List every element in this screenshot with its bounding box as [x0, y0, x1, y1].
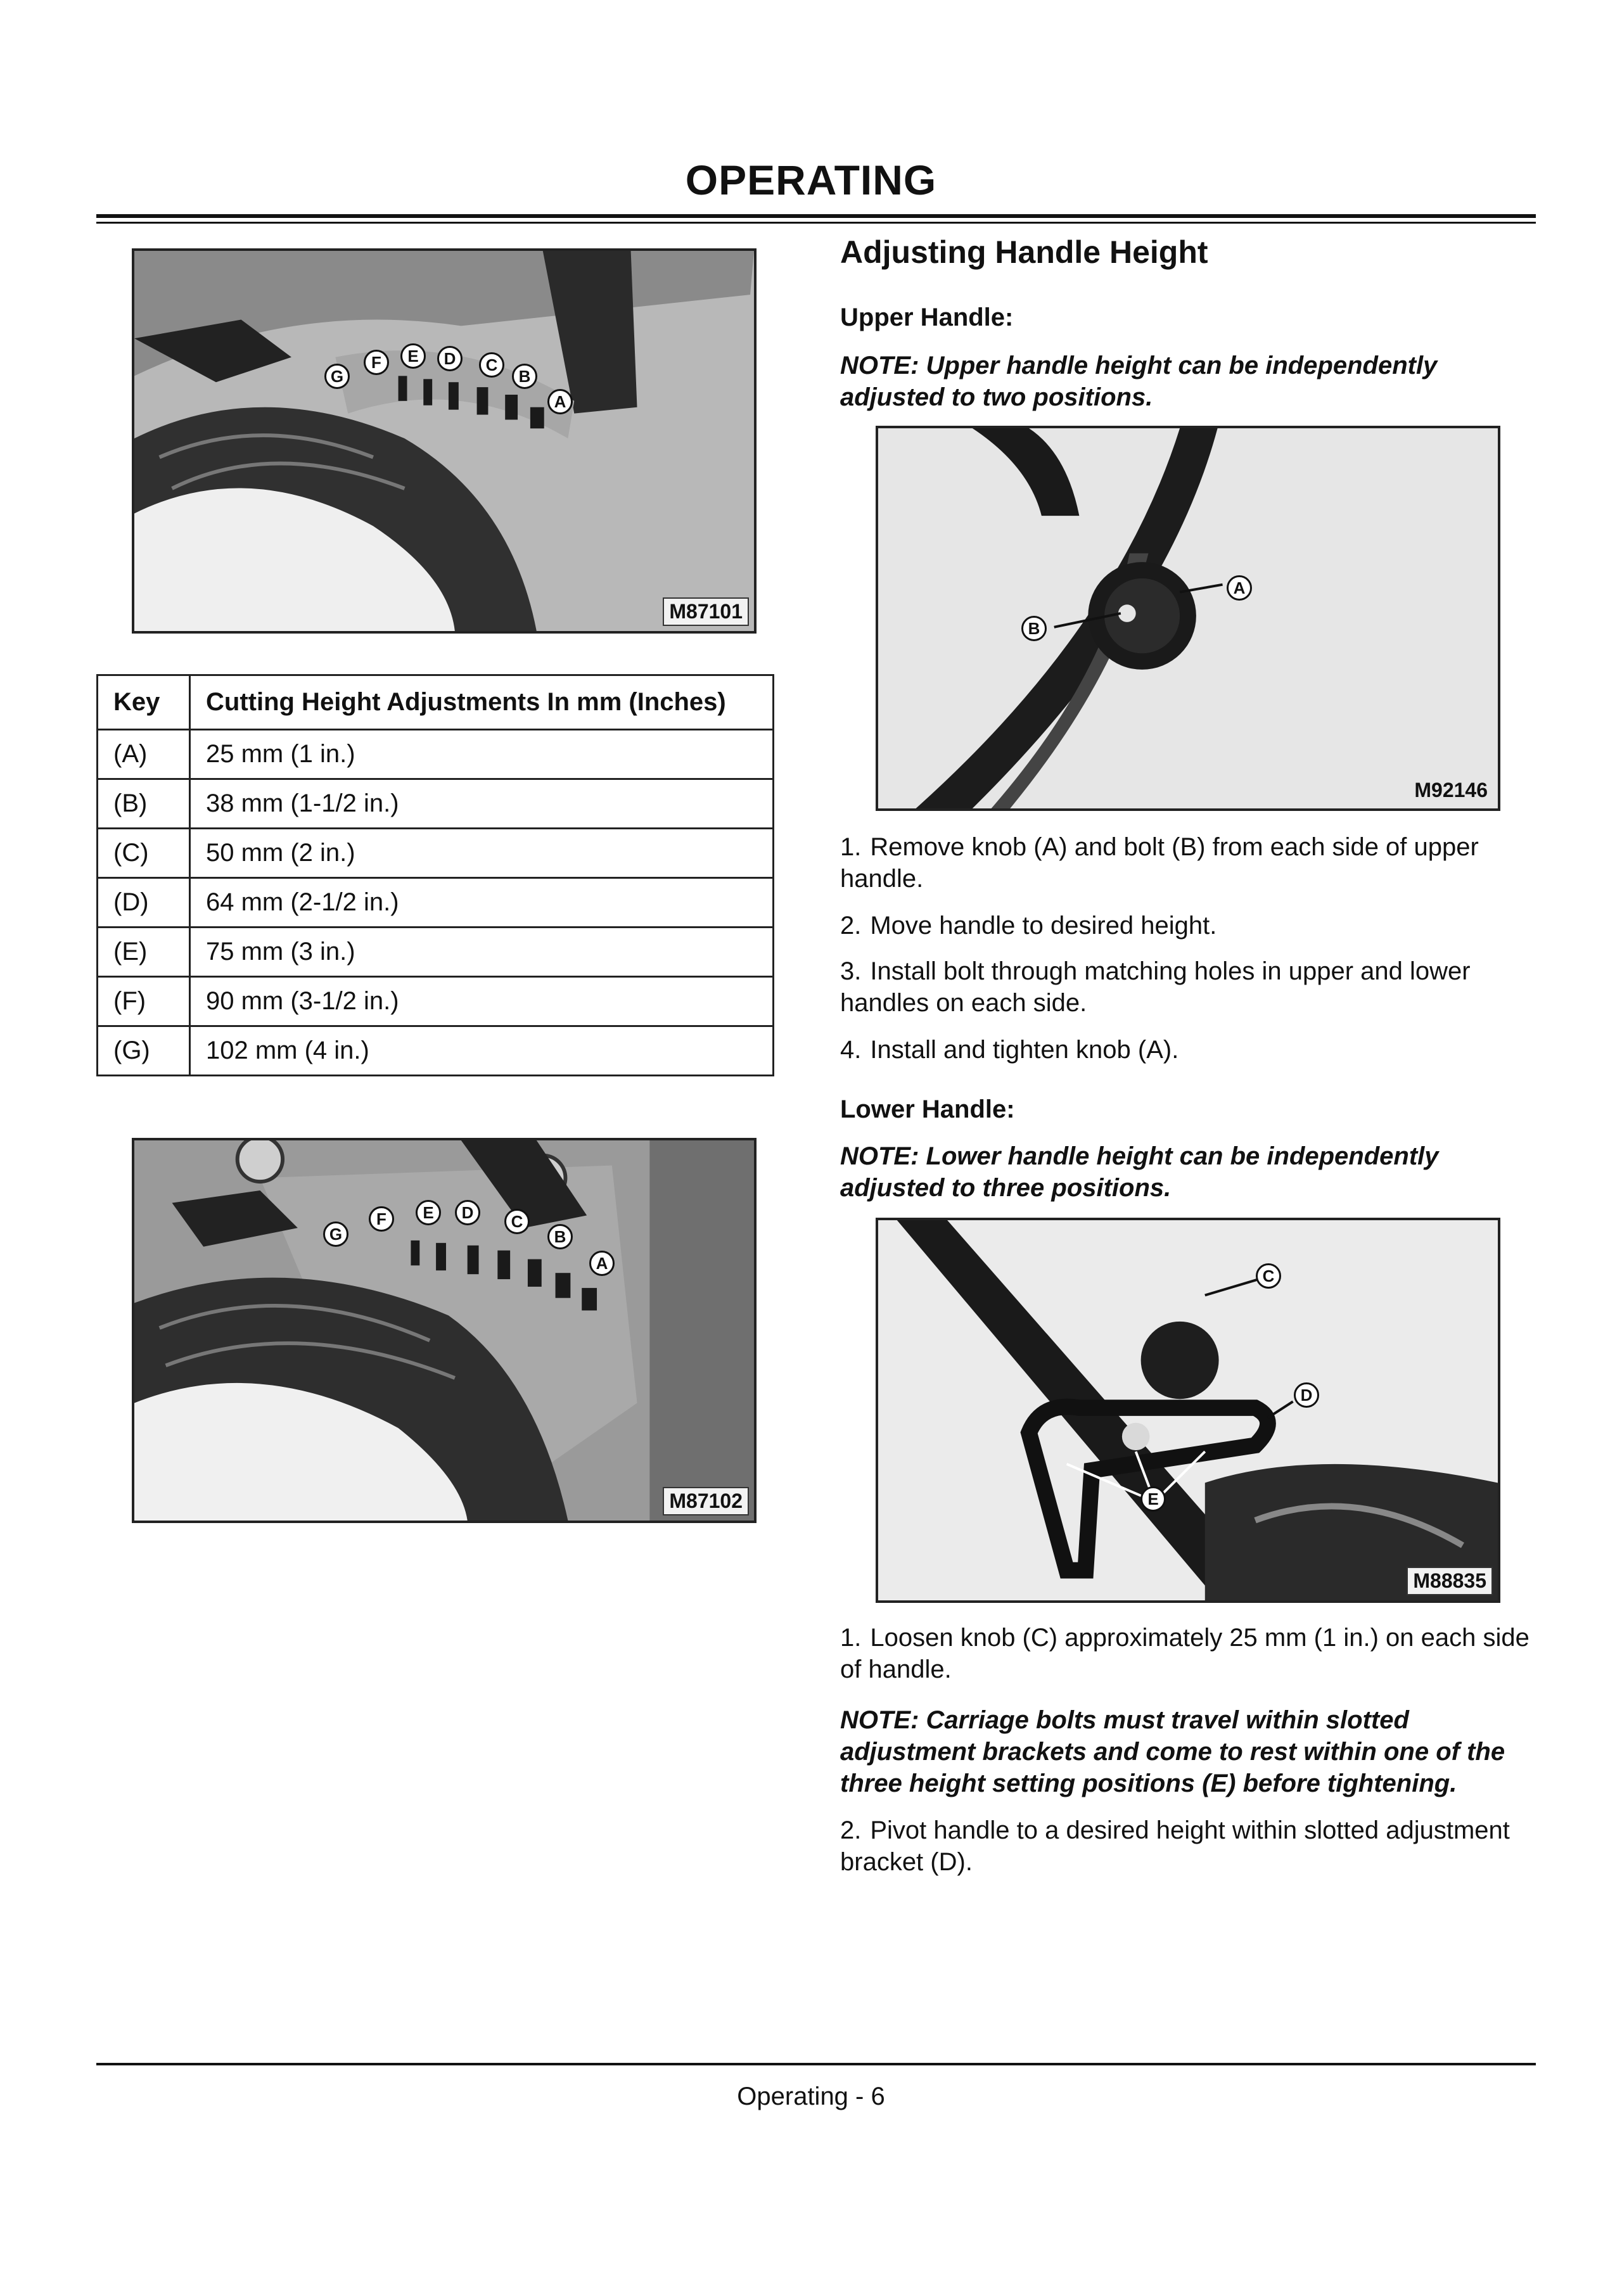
callout-b: B — [547, 1224, 573, 1249]
callout-g: G — [323, 1221, 348, 1247]
callout-c: C — [479, 352, 504, 378]
mower-wheel-photo — [134, 251, 754, 631]
figure-height-adjuster-top — [132, 248, 757, 634]
table-cell-value: 50 mm (2 in.) — [190, 829, 774, 878]
step-text: Loosen knob (C) approximately 25 mm (1 in.) on each side of handle. — [840, 1624, 1529, 1683]
callout-c: C — [504, 1209, 530, 1234]
upper-handle-heading: Upper Handle: — [840, 303, 1014, 331]
step-number: 4. — [840, 1036, 862, 1064]
table-row — [98, 1026, 774, 1076]
table-cell-key: (F) — [98, 977, 190, 1026]
lower-step-2 — [840, 1814, 1537, 1878]
section-title: Adjusting Handle Height — [840, 234, 1208, 270]
callout-g: G — [324, 364, 350, 389]
lower-handle-heading: Lower Handle: — [840, 1095, 1015, 1123]
lower-handle-note: NOTE: Lower handle height can be independently adjusted to three positions. — [840, 1142, 1439, 1202]
upper-step-4 — [840, 1034, 1537, 1066]
upper-handle-photo — [878, 428, 1498, 808]
callout-d: D — [455, 1200, 480, 1225]
callout-d: D — [1294, 1382, 1319, 1408]
callout-f: F — [369, 1206, 394, 1232]
figure-height-adjuster-bottom — [132, 1138, 757, 1523]
header-rule-thin — [96, 222, 1536, 224]
upper-step-2 — [840, 910, 1537, 941]
callout-f: F — [364, 350, 389, 375]
table-header-key: Key — [98, 675, 190, 730]
header-rule-thick — [96, 214, 1536, 218]
step-text: Remove knob (A) and bolt (B) from each side of upper handle. — [840, 833, 1479, 893]
table-row — [98, 878, 774, 928]
table-cell-value: 75 mm (3 in.) — [190, 928, 774, 977]
callout-a: A — [1227, 575, 1252, 601]
callout-b: B — [1021, 616, 1047, 641]
mower-wheel-photo — [134, 1140, 754, 1521]
table-cell-key: (C) — [98, 829, 190, 878]
table-header-row — [98, 675, 774, 730]
table-cell-value: 38 mm (1-1/2 in.) — [190, 779, 774, 829]
upper-step-1 — [840, 831, 1537, 895]
step-text: Pivot handle to a desired height within slotted adjustment bracket (D). — [840, 1816, 1510, 1876]
table-cell-value: 102 mm (4 in.) — [190, 1026, 774, 1076]
step-number: 1. — [840, 833, 862, 861]
table-row — [98, 977, 774, 1026]
lower-handle-photo — [878, 1220, 1498, 1600]
callout-d: D — [437, 346, 463, 371]
callout-b: B — [512, 364, 537, 389]
figure-upper-handle — [876, 426, 1500, 811]
table-cell-key: (E) — [98, 928, 190, 977]
figure-id-label: M87101 — [663, 597, 749, 626]
figure-id-label: M87102 — [663, 1487, 749, 1515]
table-row — [98, 779, 774, 829]
step-number: 3. — [840, 957, 862, 985]
table-row — [98, 730, 774, 779]
table-cell-value: 90 mm (3-1/2 in.) — [190, 977, 774, 1026]
footer-rule — [96, 2063, 1536, 2065]
callout-a: A — [589, 1251, 615, 1276]
step-text: Install and tighten knob (A). — [870, 1036, 1179, 1064]
table-cell-value: 64 mm (2-1/2 in.) — [190, 878, 774, 928]
page-title: OPERATING — [685, 156, 937, 203]
table-cell-key: (A) — [98, 730, 190, 779]
upper-step-3 — [840, 955, 1537, 1019]
figure-lower-handle — [876, 1218, 1500, 1603]
callout-e: E — [400, 343, 426, 369]
callout-a: A — [547, 389, 573, 414]
page-number: Operating - 6 — [737, 2082, 885, 2110]
callout-e: E — [416, 1200, 441, 1225]
step-number: 2. — [840, 912, 862, 940]
table-row — [98, 829, 774, 878]
step-number: 1. — [840, 1624, 862, 1652]
figure-id-label: M88835 — [1407, 1567, 1493, 1595]
table-cell-key: (B) — [98, 779, 190, 829]
figure-id-label: M92146 — [1414, 779, 1488, 801]
table-header-adjustment: Cutting Height Adjustments In mm (Inches) — [190, 675, 774, 730]
step-text: Install bolt through matching holes in upper and lower handles on each side. — [840, 957, 1471, 1017]
step-text: Move handle to desired height. — [870, 912, 1217, 940]
table-cell-key: (G) — [98, 1026, 190, 1076]
table-cell-key: (D) — [98, 878, 190, 928]
callout-e: E — [1140, 1486, 1166, 1512]
callout-c: C — [1256, 1263, 1281, 1289]
upper-handle-note: NOTE: Upper handle height can be independently adjusted to two positions. — [840, 352, 1438, 411]
table-row — [98, 928, 774, 977]
step-number: 2. — [840, 1816, 862, 1844]
cutting-height-table — [96, 674, 774, 1076]
carriage-bolt-note: NOTE: Carriage bolts must travel within slotted adjustment brackets and come to rest within one of the three height setting positions (E) before tightening. — [840, 1706, 1505, 1797]
table-cell-value: 25 mm (1 in.) — [190, 730, 774, 779]
lower-step-1 — [840, 1622, 1537, 1685]
